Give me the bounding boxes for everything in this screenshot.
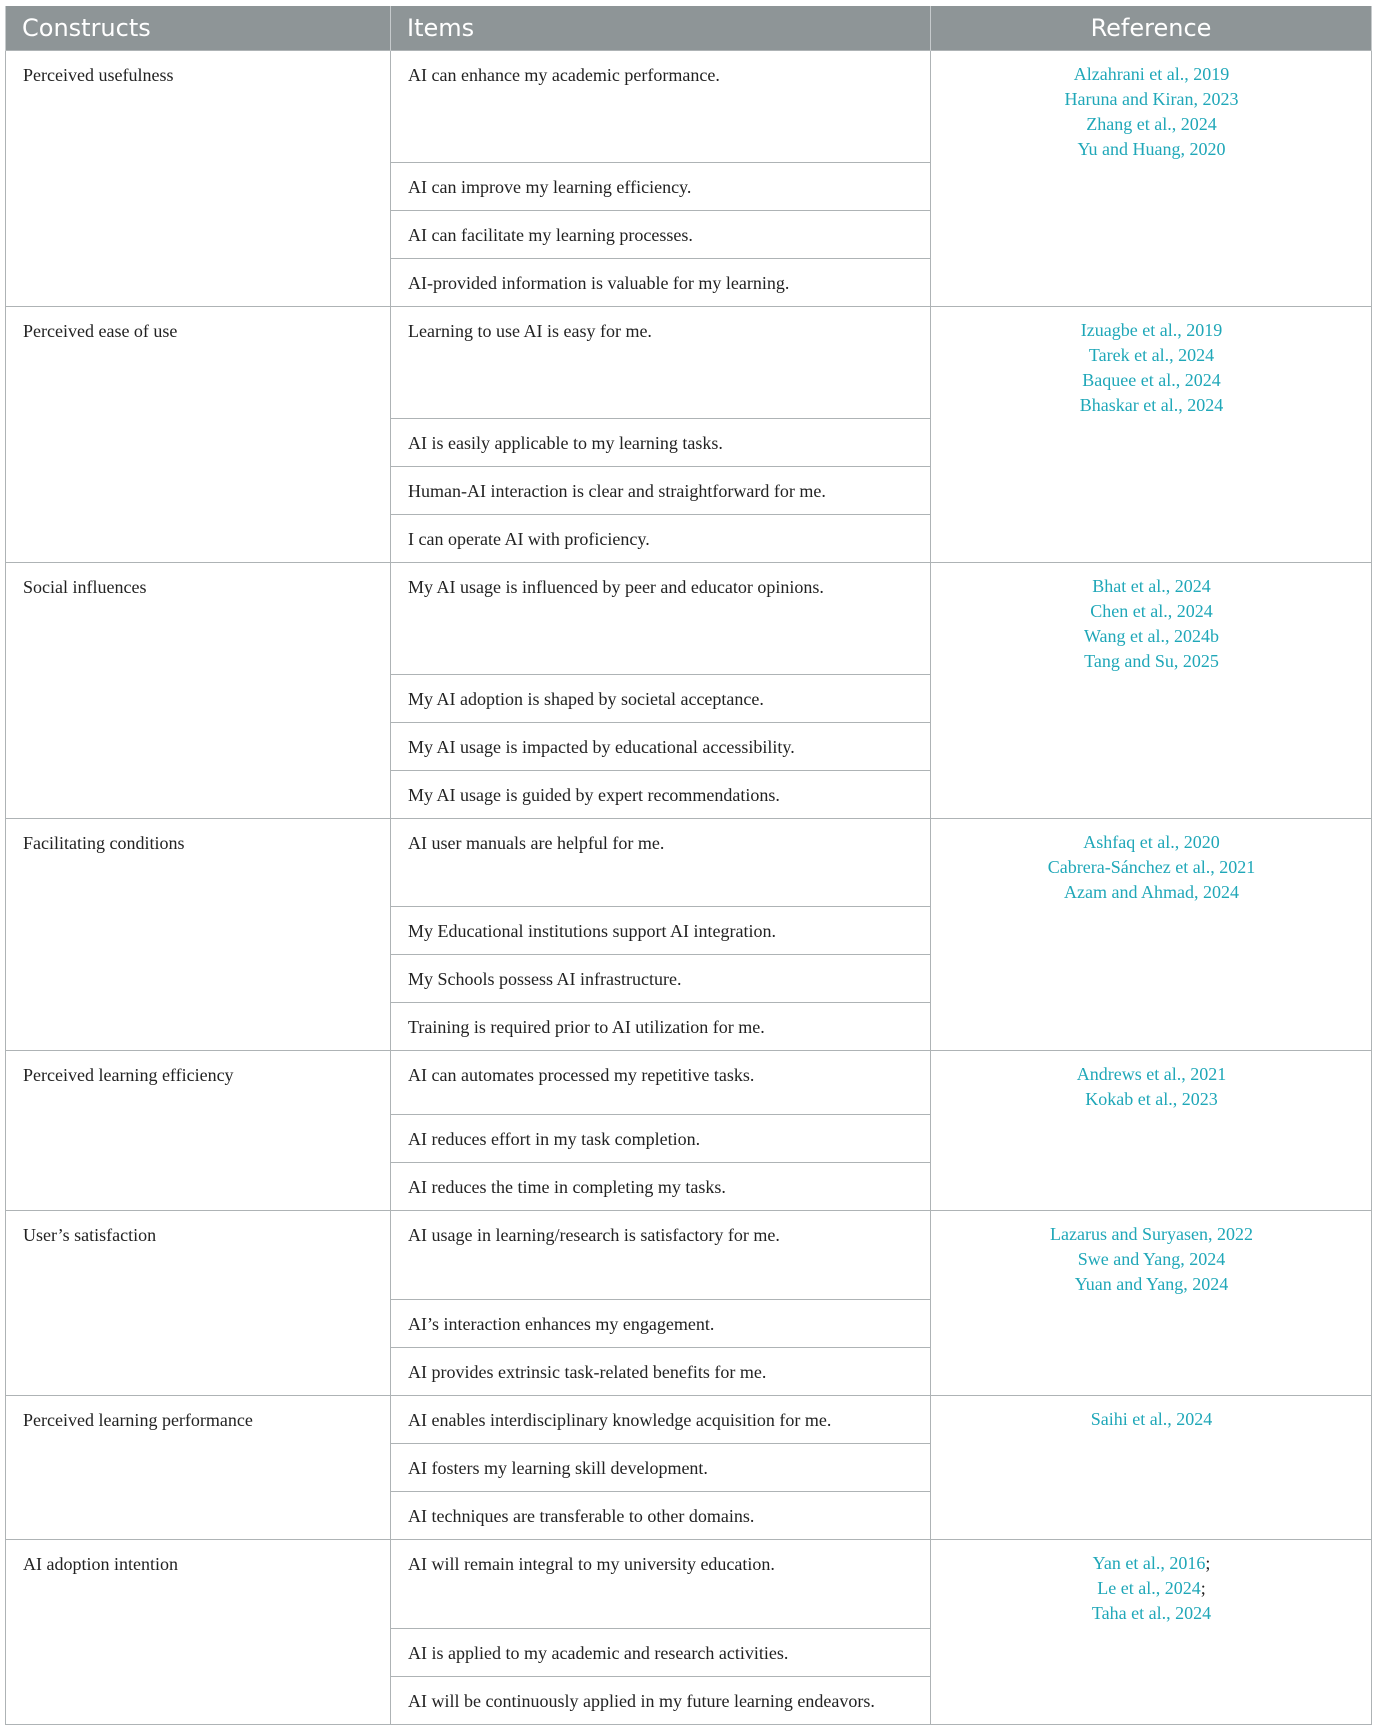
- construct-cell: AI adoption intention: [6, 1540, 391, 1725]
- reference-text[interactable]: Lazarus and Suryasen, 2022: [1050, 1224, 1253, 1244]
- reference-link[interactable]: [948, 1087, 1355, 1112]
- construct-cell: Perceived learning performance: [6, 1396, 391, 1540]
- reference-link[interactable]: [948, 1407, 1355, 1432]
- reference-cell: [931, 563, 1372, 819]
- item-cell: I can operate AI with proficiency.: [391, 515, 931, 563]
- table-row: [6, 563, 1372, 675]
- item-cell: AI reduces effort in my task completion.: [391, 1115, 931, 1163]
- reference-text[interactable]: Baquee et al., 2024: [1082, 370, 1221, 390]
- reference-text[interactable]: Alzahrani et al., 2019: [1073, 64, 1230, 84]
- reference-link[interactable]: [948, 1062, 1355, 1087]
- item-cell: AI user manuals are helpful for me.: [391, 819, 931, 907]
- item-cell: AI is easily applicable to my learning tasks.: [391, 419, 931, 467]
- reference-cell: [931, 307, 1372, 563]
- reference-link[interactable]: [948, 1247, 1355, 1272]
- reference-link[interactable]: [948, 624, 1355, 649]
- reference-text[interactable]: Chen et al., 2024: [1090, 601, 1213, 621]
- reference-link[interactable]: [948, 1272, 1355, 1297]
- reference-text[interactable]: Taha et al., 2024: [1091, 1603, 1212, 1623]
- table-row: [6, 1211, 1372, 1300]
- reference-link[interactable]: [948, 368, 1355, 393]
- reference-text[interactable]: Cabrera-Sánchez et al., 2021: [1047, 857, 1256, 877]
- item-cell: AI-provided information is valuable for my learning.: [391, 259, 931, 307]
- item-cell: AI enables interdisciplinary knowledge acquisition for me.: [391, 1396, 931, 1444]
- reference-text[interactable]: Yan et al., 2016: [1092, 1553, 1206, 1573]
- item-cell: AI provides extrinsic task-related benefits for me.: [391, 1348, 931, 1396]
- item-cell: Human-AI interaction is clear and straightforward for me.: [391, 467, 931, 515]
- construct-cell: Perceived ease of use: [6, 307, 391, 563]
- reference-cell: [931, 1051, 1372, 1211]
- item-cell: AI will remain integral to my university education.: [391, 1540, 931, 1629]
- table-row: [6, 1540, 1372, 1629]
- reference-link[interactable]: [948, 62, 1355, 87]
- reference-text[interactable]: Yuan and Yang, 2024: [1074, 1274, 1229, 1294]
- reference-link[interactable]: [948, 1551, 1355, 1576]
- reference-text[interactable]: Zhang et al., 2024: [1086, 114, 1217, 134]
- reference-text[interactable]: Azam and Ahmad, 2024: [1064, 882, 1239, 902]
- table-body: [6, 51, 1372, 1725]
- reference-cell: [931, 1211, 1372, 1396]
- reference-cell: [931, 51, 1372, 307]
- header-constructs: Constructs: [6, 6, 391, 51]
- item-cell: AI usage in learning/research is satisfactory for me.: [391, 1211, 931, 1300]
- item-cell: Learning to use AI is easy for me.: [391, 307, 931, 419]
- reference-text[interactable]: Yu and Huang, 2020: [1077, 139, 1226, 159]
- reference-link[interactable]: [948, 1601, 1355, 1626]
- reference-text[interactable]: Haruna and Kiran, 2023: [1064, 89, 1239, 109]
- reference-text[interactable]: Ashfaq et al., 2020: [1083, 832, 1220, 852]
- reference-link[interactable]: [948, 880, 1355, 905]
- reference-cell: [931, 1540, 1372, 1725]
- reference-link[interactable]: [948, 112, 1355, 137]
- item-cell: My AI usage is impacted by educational accessibility.: [391, 723, 931, 771]
- construct-cell: Social influences: [6, 563, 391, 819]
- table-row: [6, 51, 1372, 163]
- reference-cell: [931, 1396, 1372, 1540]
- item-cell: Training is required prior to AI utilization for me.: [391, 1003, 931, 1051]
- constructs-table-container: [5, 6, 1371, 1725]
- reference-link[interactable]: [948, 343, 1355, 368]
- reference-text[interactable]: Bhat et al., 2024: [1092, 576, 1211, 596]
- item-cell: AI can improve my learning efficiency.: [391, 163, 931, 211]
- table-row: [6, 819, 1372, 907]
- reference-link[interactable]: [948, 393, 1355, 418]
- reference-separator: ;: [1200, 1578, 1206, 1598]
- item-cell: AI can enhance my academic performance.: [391, 51, 931, 163]
- reference-text[interactable]: Wang et al., 2024b: [1083, 626, 1220, 646]
- reference-link[interactable]: [948, 137, 1355, 162]
- item-cell: AI fosters my learning skill development.: [391, 1444, 931, 1492]
- reference-text[interactable]: Tang and Su, 2025: [1084, 651, 1219, 671]
- reference-text[interactable]: Saihi et al., 2024: [1090, 1409, 1213, 1429]
- item-cell: AI reduces the time in completing my tasks.: [391, 1163, 931, 1211]
- reference-link[interactable]: [948, 318, 1355, 343]
- item-cell: AI is applied to my academic and research activities.: [391, 1629, 931, 1677]
- header-row: [6, 6, 1372, 51]
- header-items: Items: [391, 6, 931, 51]
- reference-link[interactable]: [948, 649, 1355, 674]
- item-cell: My AI usage is guided by expert recommendations.: [391, 771, 931, 819]
- item-cell: My Educational institutions support AI integration.: [391, 907, 931, 955]
- constructs-table: [5, 6, 1372, 1725]
- item-cell: AI can facilitate my learning processes.: [391, 211, 931, 259]
- construct-cell: Perceived learning efficiency: [6, 1051, 391, 1211]
- reference-link[interactable]: [948, 830, 1355, 855]
- reference-text[interactable]: Izuagbe et al., 2019: [1080, 320, 1223, 340]
- header-reference: Reference: [931, 6, 1372, 51]
- reference-text[interactable]: Kokab et al., 2023: [1085, 1089, 1218, 1109]
- table-row: [6, 1396, 1372, 1444]
- reference-link[interactable]: [948, 1576, 1355, 1601]
- item-cell: AI’s interaction enhances my engagement.: [391, 1300, 931, 1348]
- reference-link[interactable]: [948, 87, 1355, 112]
- reference-text[interactable]: Le et al., 2024: [1097, 1578, 1201, 1598]
- reference-text[interactable]: Tarek et al., 2024: [1088, 345, 1215, 365]
- construct-cell: Perceived usefulness: [6, 51, 391, 307]
- reference-link[interactable]: [948, 855, 1355, 880]
- reference-link[interactable]: [948, 574, 1355, 599]
- reference-cell: [931, 819, 1372, 1051]
- reference-link[interactable]: [948, 1222, 1355, 1247]
- construct-cell: Facilitating conditions: [6, 819, 391, 1051]
- item-cell: My AI adoption is shaped by societal acceptance.: [391, 675, 931, 723]
- reference-text[interactable]: Andrews et al., 2021: [1076, 1064, 1227, 1084]
- item-cell: AI techniques are transferable to other domains.: [391, 1492, 931, 1540]
- table-row: [6, 1051, 1372, 1115]
- item-cell: AI will be continuously applied in my future learning endeavors.: [391, 1677, 931, 1725]
- reference-link[interactable]: [948, 599, 1355, 624]
- item-cell: AI can automates processed my repetitive tasks.: [391, 1051, 931, 1115]
- table-row: [6, 307, 1372, 419]
- reference-text[interactable]: Bhaskar et al., 2024: [1079, 395, 1224, 415]
- reference-separator: ;: [1205, 1553, 1211, 1573]
- item-cell: My AI usage is influenced by peer and educator opinions.: [391, 563, 931, 675]
- item-cell: My Schools possess AI infrastructure.: [391, 955, 931, 1003]
- reference-text[interactable]: Swe and Yang, 2024: [1077, 1249, 1226, 1269]
- construct-cell: User’s satisfaction: [6, 1211, 391, 1396]
